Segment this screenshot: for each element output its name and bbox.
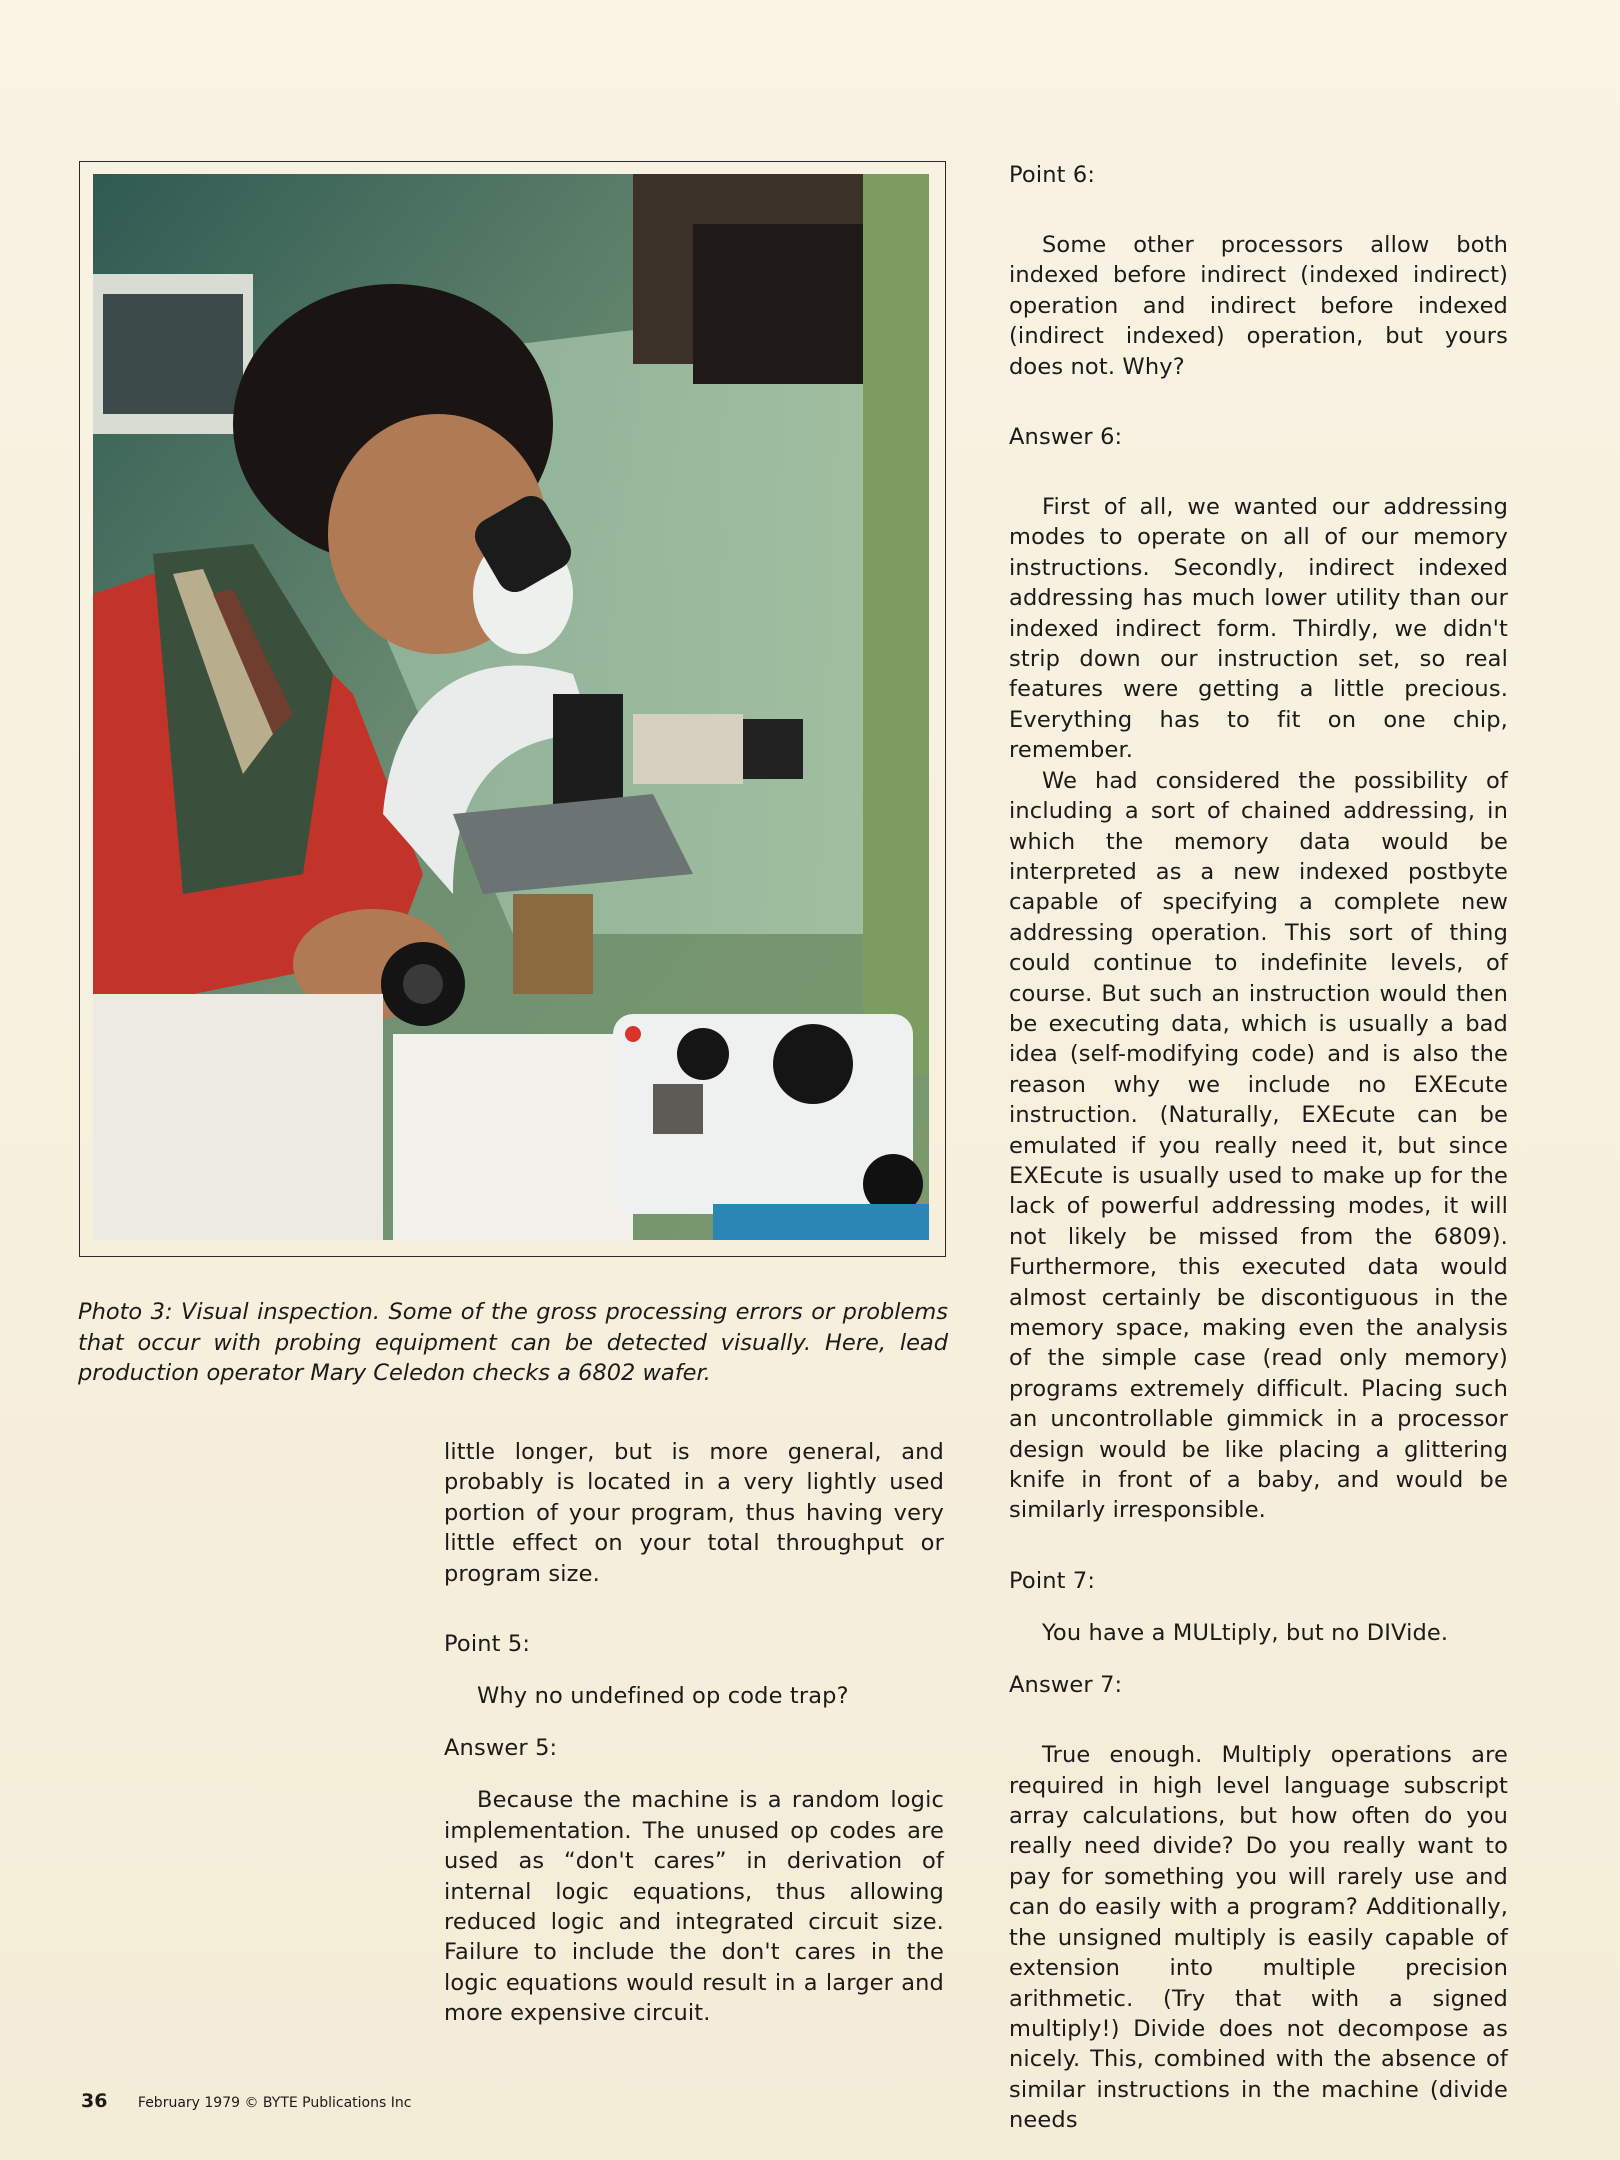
answer6-paragraph-2: We had considered the possibility of including a sort of chained addressing, in which the memory data would be interpreted as a new indexed postbyte capable of specifying a complete new addressing operation. This sort of thing could continue to indefinite levels, of course. But such an instruction would then be executing data, which is usually a bad idea (self-modifying code) and is also the reason why we include no EXEcute instruction. (Naturally, EXEcute can be emulated if you really need it, but since EXEcute is usually used to make up for the lack of powerful addressing modes, it will not likely be missed from the 6809). Furthermore, this executed data would almost certainly be discontiguous in the memory space, making even the analysis of the simple case (read only memory) programs extremely difficult. Placing such an uncontrollable gimmick in a processor design would be like placing a glittering knife in front of a baby, and would be similarly irresponsible. — [1009, 767, 1508, 1524]
photo-illustration — [93, 174, 929, 1240]
point5-text: Why no undefined op code trap? — [477, 1683, 849, 1710]
answer6-heading: Answer 6: — [1009, 424, 1123, 451]
footer-credit: February 1979 © BYTE Publications Inc — [137, 2095, 412, 2111]
point5-heading: Point 5: — [444, 1631, 531, 1658]
page-footer — [81, 2090, 411, 2112]
photo-caption: Photo 3: Visual inspection. Some of the gross processing errors or problems that occur with probing equipment can be detected visually. Here, lead production operator Mary Celedon checks a 6802 wafer. — [78, 1299, 948, 1386]
answer5-text: Because the machine is a random logic implementation. The unused op codes are used as “don't cares” in derivation of internal logic equations, thus allowing reduced logic and integrated circuit size. Failure to include the don't cares in the logic equations would result in a larger and more expensive circuit. — [444, 1787, 944, 2027]
microscope-photo — [93, 174, 929, 1240]
point6-heading: Point 6: — [1009, 162, 1096, 188]
answer6-paragraph-1: First of all, we wanted our addressing modes to operate on all of our memory instructions. Secondly, indirect indexed addressing has much lower utility than our indexed indirect form. Thirdly, we didn't strip down our instruction set, so real features were getting a little precious. Everything has to fit on one chip, remember. — [1009, 494, 1508, 764]
right-column — [1009, 160, 1508, 2136]
answer7-text: True enough. Multiply operations are required in high level language subscript array calculations, but how often do you really need divide? Do you really want to pay for something you will rarely use and can do easily with a program? Additionally, the unsigned multiply is easily capable of extension into multiple precision arithmetic. (Try that with a signed multiply!) Divide does not decompose as nicely. This, combined with the absence of similar instructions in the machine (divide needs — [1009, 1742, 1508, 2134]
point7-heading: Point 7: — [1009, 1567, 1096, 1594]
page-number: 36 — [81, 2090, 108, 2112]
point7-text: You have a MULtiply, but no DIVide. — [1042, 1619, 1449, 1646]
answer5-heading: Answer 5: — [444, 1735, 558, 1762]
answer7-heading: Answer 7: — [1009, 1672, 1123, 1699]
continuation-paragraph: little longer, but is more general, and probably is located in a very lightly used portion of your program, thus having very little effect on your total throughput or program size. — [444, 1439, 944, 1587]
middle-column — [444, 1437, 944, 2029]
point6-text: Some other processors allow both indexed before indirect (indexed indirect) operation and indirect before indexed (indirect indexed) operation, but yours does not. Why? — [1009, 232, 1508, 380]
